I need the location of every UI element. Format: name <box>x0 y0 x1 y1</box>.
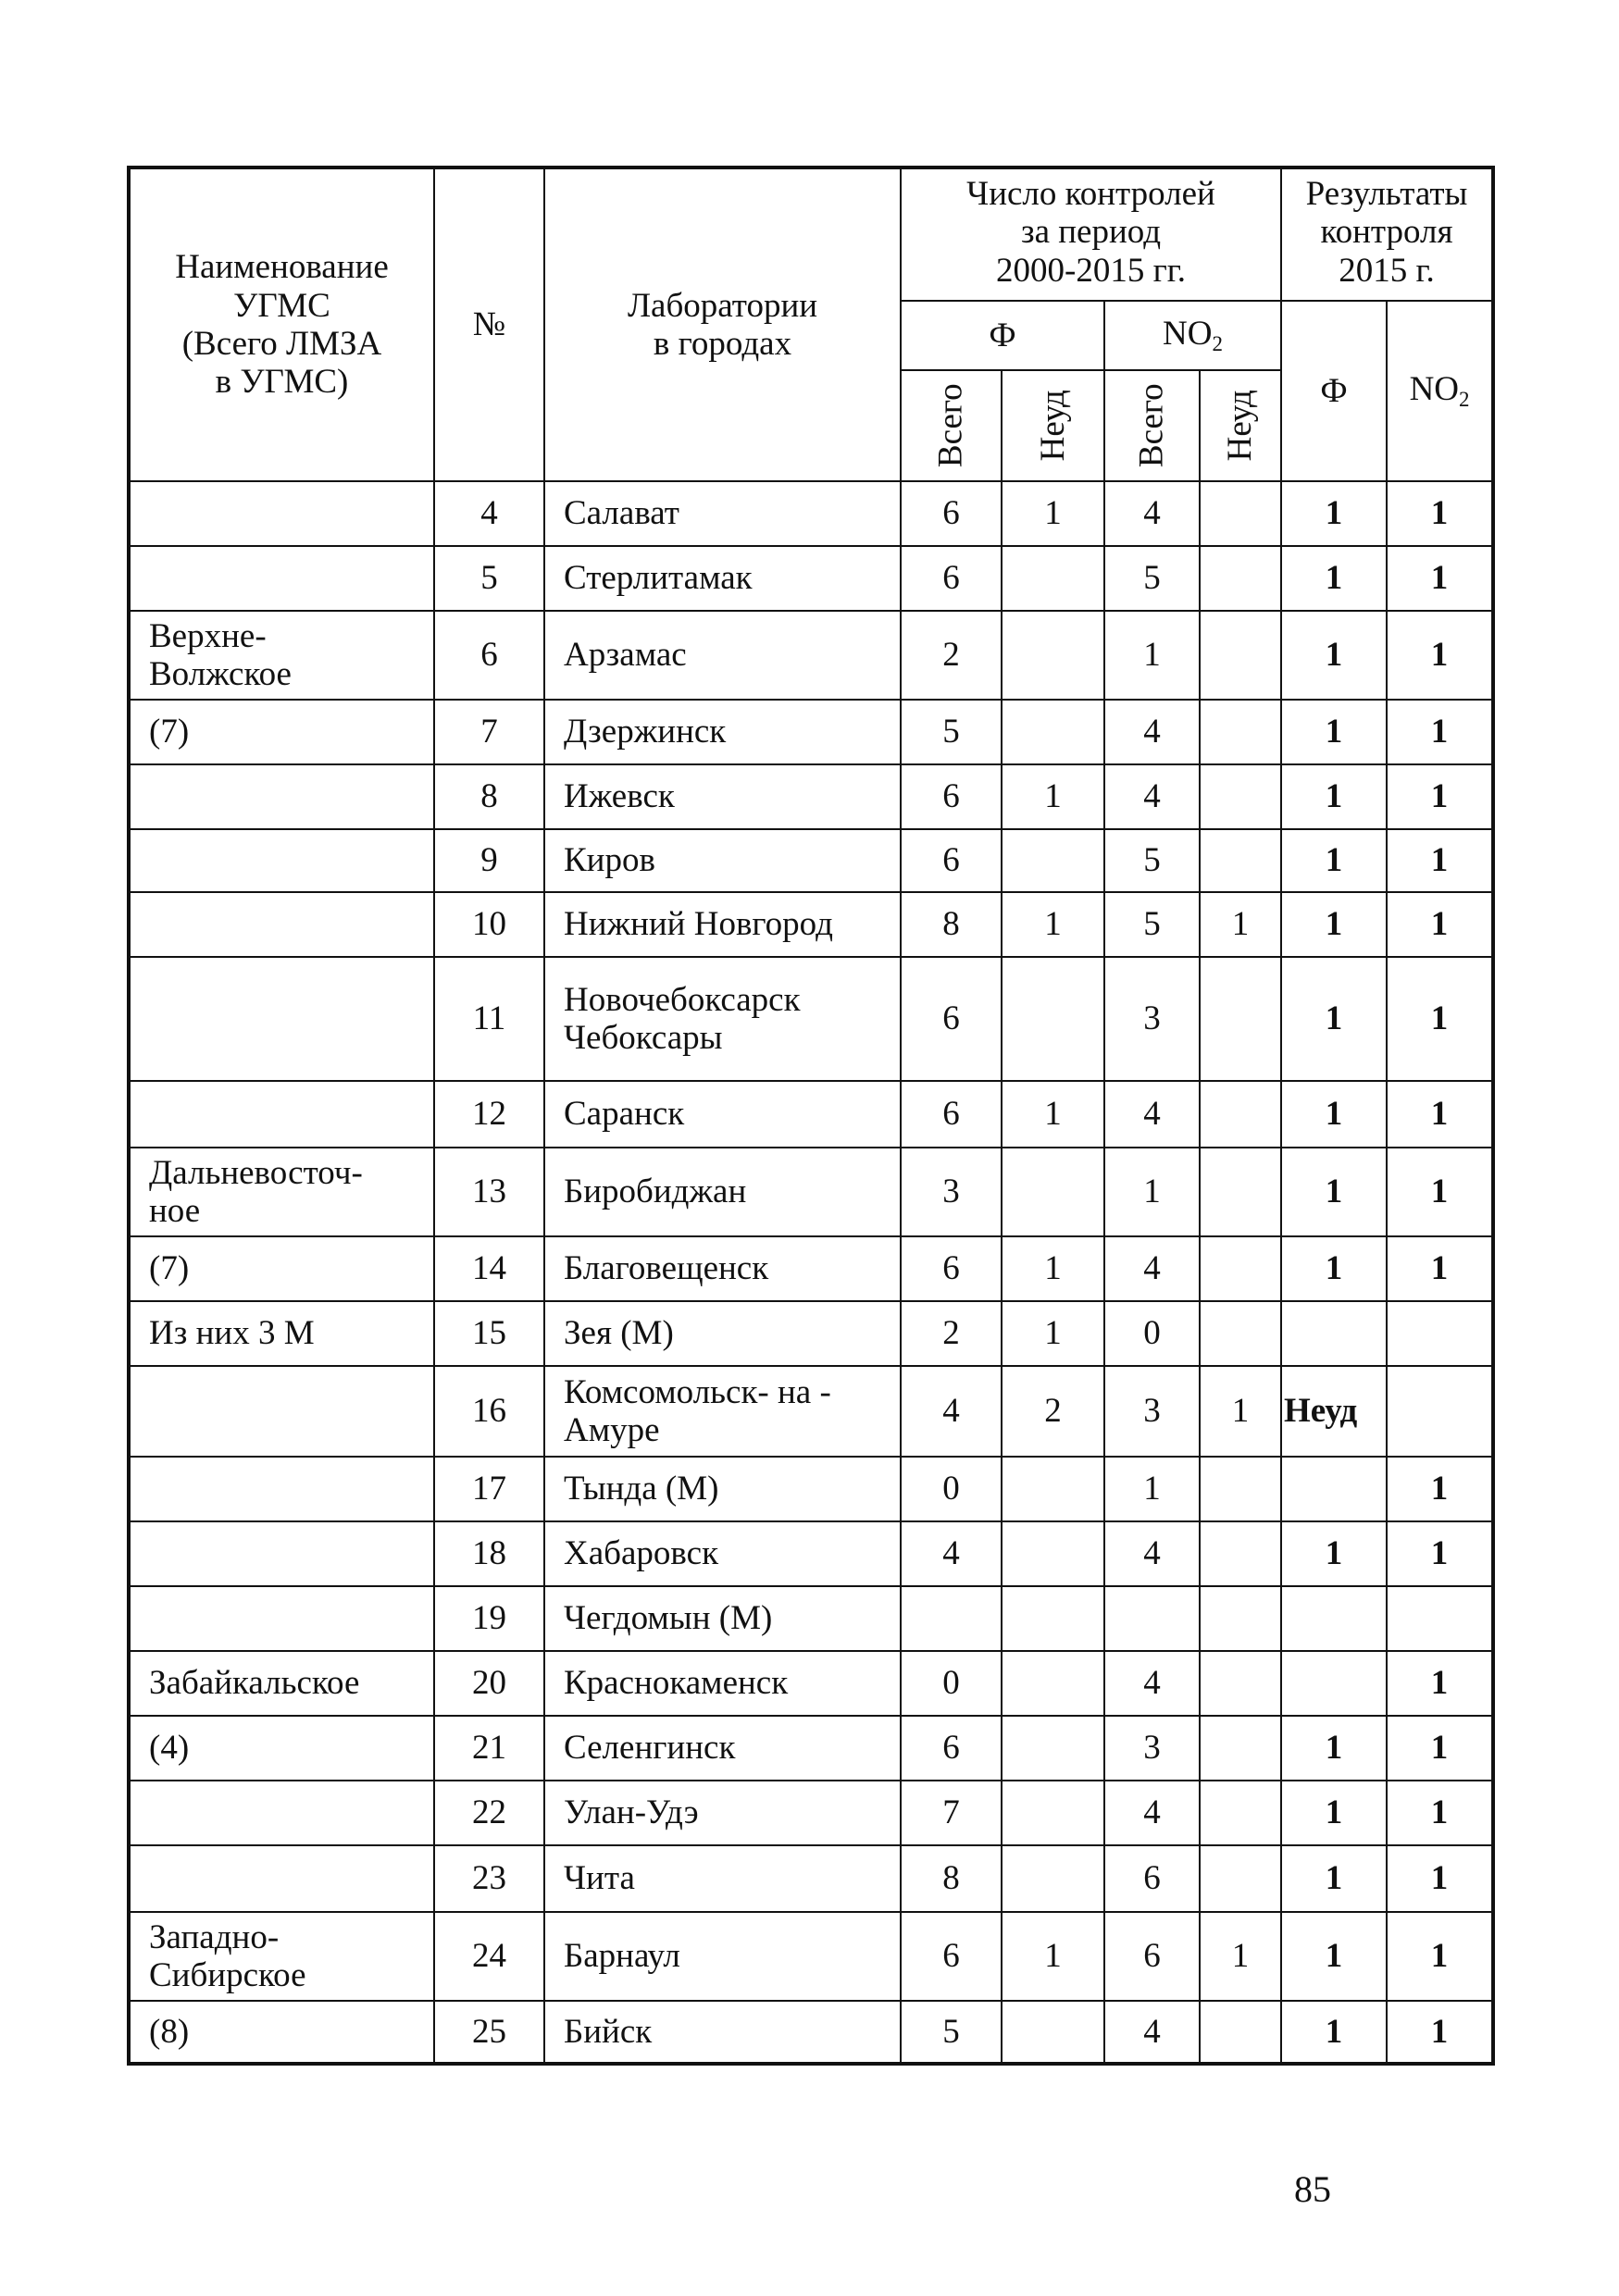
cell-no2-neud: 1 <box>1200 892 1281 957</box>
cell-no2-total: 4 <box>1104 1236 1200 1301</box>
cell-no2-total: 3 <box>1104 1366 1200 1457</box>
cell-number: 22 <box>434 1781 544 1845</box>
header-phi-total <box>901 370 1002 481</box>
cell-result-phi <box>1281 1651 1387 1716</box>
cell-ugms: Западно- Сибирское <box>129 1912 434 2001</box>
cell-phi-neud <box>1002 1716 1104 1781</box>
cell-result-phi: 1 <box>1281 481 1387 546</box>
cell-phi-neud <box>1002 1586 1104 1651</box>
cell-result-no2 <box>1387 1366 1493 1457</box>
cell-no2-total: 4 <box>1104 700 1200 764</box>
cell-ugms <box>129 1081 434 1148</box>
cell-no2-total: 5 <box>1104 546 1200 611</box>
cell-phi-total: 6 <box>901 1912 1002 2001</box>
cell-result-phi: 1 <box>1281 1716 1387 1781</box>
table-header <box>129 168 1493 481</box>
table-row <box>129 1912 1493 2001</box>
cell-phi-neud <box>1002 1781 1104 1845</box>
table-row <box>129 1521 1493 1586</box>
cell-number: 14 <box>434 1236 544 1301</box>
cell-no2-total: 5 <box>1104 829 1200 892</box>
cell-number: 23 <box>434 1845 544 1912</box>
table-row <box>129 1236 1493 1301</box>
cell-phi-total: 6 <box>901 481 1002 546</box>
cell-number: 13 <box>434 1148 544 1236</box>
cell-ugms <box>129 1586 434 1651</box>
table-row <box>129 700 1493 764</box>
cell-no2-neud: 1 <box>1200 1366 1281 1457</box>
cell-number: 11 <box>434 957 544 1081</box>
no2-subscript: 2 <box>1459 388 1470 412</box>
table-row <box>129 2001 1493 2064</box>
cell-phi-total: 5 <box>901 2001 1002 2064</box>
cell-phi-neud <box>1002 700 1104 764</box>
cell-result-phi: 1 <box>1281 546 1387 611</box>
cell-no2-total: 5 <box>1104 892 1200 957</box>
table-row <box>129 1651 1493 1716</box>
cell-result-phi: 1 <box>1281 700 1387 764</box>
cell-no2-neud <box>1200 1586 1281 1651</box>
cell-no2-neud <box>1200 957 1281 1081</box>
table-row <box>129 892 1493 957</box>
cell-result-no2: 1 <box>1387 1912 1493 2001</box>
header-result-phi: Ф <box>1281 301 1387 481</box>
cell-phi-neud <box>1002 829 1104 892</box>
cell-lab-city: Дзержинск <box>544 700 901 764</box>
cell-result-phi <box>1281 1586 1387 1651</box>
cell-result-no2: 1 <box>1387 1148 1493 1236</box>
cell-number: 6 <box>434 611 544 700</box>
cell-phi-total: 8 <box>901 892 1002 957</box>
cell-result-no2: 1 <box>1387 1716 1493 1781</box>
cell-result-phi <box>1281 1457 1387 1521</box>
cell-lab-city: Саранск <box>544 1081 901 1148</box>
cell-lab-city: Стерлитамак <box>544 546 901 611</box>
header-number: № <box>434 168 544 481</box>
cell-no2-neud: 1 <box>1200 1912 1281 2001</box>
table-row <box>129 1457 1493 1521</box>
cell-result-phi: 1 <box>1281 1081 1387 1148</box>
cell-ugms <box>129 546 434 611</box>
cell-phi-total: 6 <box>901 1716 1002 1781</box>
cell-ugms: Забайкальское <box>129 1651 434 1716</box>
cell-phi-total: 4 <box>901 1366 1002 1457</box>
cell-ugms <box>129 1366 434 1457</box>
cell-number: 24 <box>434 1912 544 2001</box>
cell-lab-city: Салават <box>544 481 901 546</box>
cell-result-no2: 1 <box>1387 1781 1493 1845</box>
vertical-label: Неуд <box>1033 390 1072 462</box>
cell-result-no2: 1 <box>1387 700 1493 764</box>
header-controls-count: Число контролей за период 2000-2015 гг. <box>901 168 1281 301</box>
cell-lab-city: Хабаровск <box>544 1521 901 1586</box>
cell-lab-city: Селенгинск <box>544 1716 901 1781</box>
cell-no2-total: 4 <box>1104 1521 1200 1586</box>
cell-phi-neud <box>1002 611 1104 700</box>
vertical-label: Всего <box>1132 383 1171 468</box>
cell-no2-total: 4 <box>1104 1651 1200 1716</box>
cell-result-phi: 1 <box>1281 892 1387 957</box>
cell-phi-total: 3 <box>901 1148 1002 1236</box>
cell-result-phi: 1 <box>1281 1845 1387 1912</box>
cell-no2-neud <box>1200 1236 1281 1301</box>
cell-no2-neud <box>1200 1521 1281 1586</box>
cell-no2-neud <box>1200 1716 1281 1781</box>
table-row <box>129 1301 1493 1366</box>
cell-lab-city: Барнаул <box>544 1912 901 2001</box>
header-ugms: Наименование УГМС (Всего ЛМЗА в УГМС) <box>129 168 434 481</box>
cell-phi-total: 4 <box>901 1521 1002 1586</box>
cell-phi-neud <box>1002 957 1104 1081</box>
cell-no2-total: 1 <box>1104 1457 1200 1521</box>
cell-phi-total: 6 <box>901 764 1002 829</box>
cell-result-no2: 1 <box>1387 1651 1493 1716</box>
cell-number: 10 <box>434 892 544 957</box>
cell-no2-neud <box>1200 2001 1281 2064</box>
cell-result-no2 <box>1387 1301 1493 1366</box>
table-row <box>129 764 1493 829</box>
cell-phi-neud: 1 <box>1002 764 1104 829</box>
cell-number: 12 <box>434 1081 544 1148</box>
cell-number: 9 <box>434 829 544 892</box>
cell-phi-neud <box>1002 546 1104 611</box>
table-row <box>129 829 1493 892</box>
cell-lab-city: Арзамас <box>544 611 901 700</box>
table-row <box>129 957 1493 1081</box>
cell-no2-neud <box>1200 1845 1281 1912</box>
header-result-no2 <box>1387 301 1493 481</box>
cell-phi-neud <box>1002 1148 1104 1236</box>
cell-no2-neud <box>1200 1148 1281 1236</box>
cell-phi-total: 6 <box>901 1236 1002 1301</box>
cell-number: 18 <box>434 1521 544 1586</box>
cell-number: 21 <box>434 1716 544 1781</box>
cell-lab-city: Улан-Удэ <box>544 1781 901 1845</box>
cell-no2-total: 0 <box>1104 1301 1200 1366</box>
cell-result-phi <box>1281 1301 1387 1366</box>
cell-number: 15 <box>434 1301 544 1366</box>
cell-phi-neud: 1 <box>1002 1912 1104 2001</box>
cell-phi-total: 6 <box>901 957 1002 1081</box>
cell-no2-neud <box>1200 546 1281 611</box>
cell-no2-total: 4 <box>1104 481 1200 546</box>
cell-no2-neud <box>1200 764 1281 829</box>
table-row <box>129 1586 1493 1651</box>
cell-result-phi: 1 <box>1281 829 1387 892</box>
cell-lab-city: Чита <box>544 1845 901 1912</box>
cell-phi-neud <box>1002 1457 1104 1521</box>
cell-phi-neud: 1 <box>1002 1301 1104 1366</box>
cell-phi-total: 0 <box>901 1457 1002 1521</box>
header-labs: Лаборатории в городах <box>544 168 901 481</box>
cell-phi-neud: 1 <box>1002 481 1104 546</box>
cell-number: 8 <box>434 764 544 829</box>
table-row <box>129 481 1493 546</box>
cell-lab-city: Тында (М) <box>544 1457 901 1521</box>
cell-result-phi: 1 <box>1281 764 1387 829</box>
cell-no2-neud <box>1200 1457 1281 1521</box>
labs-control-table <box>127 166 1495 2066</box>
cell-number: 5 <box>434 546 544 611</box>
cell-result-no2: 1 <box>1387 1521 1493 1586</box>
cell-number: 25 <box>434 2001 544 2064</box>
table-row <box>129 546 1493 611</box>
cell-no2-total: 4 <box>1104 2001 1200 2064</box>
cell-phi-neud <box>1002 1845 1104 1912</box>
cell-phi-total: 5 <box>901 700 1002 764</box>
cell-no2-total: 3 <box>1104 957 1200 1081</box>
cell-ugms: (7) <box>129 1236 434 1301</box>
cell-no2-total: 4 <box>1104 764 1200 829</box>
cell-ugms: Дальневосточ- ное <box>129 1148 434 1236</box>
header-no2 <box>1104 301 1281 370</box>
cell-result-no2: 1 <box>1387 764 1493 829</box>
cell-lab-city: Чегдомын (М) <box>544 1586 901 1651</box>
cell-no2-total: 1 <box>1104 1148 1200 1236</box>
cell-no2-total: 4 <box>1104 1781 1200 1845</box>
cell-number: 7 <box>434 700 544 764</box>
cell-phi-total: 2 <box>901 611 1002 700</box>
cell-phi-total: 0 <box>901 1651 1002 1716</box>
cell-phi-neud <box>1002 1651 1104 1716</box>
cell-phi-total: 8 <box>901 1845 1002 1912</box>
cell-lab-city: Зея (М) <box>544 1301 901 1366</box>
cell-ugms <box>129 892 434 957</box>
cell-result-no2: 1 <box>1387 1081 1493 1148</box>
cell-ugms <box>129 481 434 546</box>
cell-result-no2: 1 <box>1387 2001 1493 2064</box>
cell-lab-city: Бийск <box>544 2001 901 2064</box>
cell-ugms: (4) <box>129 1716 434 1781</box>
no2-base: NO <box>1163 315 1213 354</box>
table-row <box>129 611 1493 700</box>
cell-phi-total: 6 <box>901 1081 1002 1148</box>
table-row <box>129 1081 1493 1148</box>
header-phi-neud <box>1002 370 1104 481</box>
cell-lab-city: Новочебоксарск Чебоксары <box>544 957 901 1081</box>
cell-ugms <box>129 764 434 829</box>
cell-number: 19 <box>434 1586 544 1651</box>
cell-number: 16 <box>434 1366 544 1457</box>
cell-phi-neud <box>1002 2001 1104 2064</box>
cell-no2-neud <box>1200 829 1281 892</box>
cell-result-phi: 1 <box>1281 1912 1387 2001</box>
table-row <box>129 1716 1493 1781</box>
table-row <box>129 1148 1493 1236</box>
cell-phi-total: 6 <box>901 829 1002 892</box>
cell-no2-total: 1 <box>1104 611 1200 700</box>
cell-result-no2: 1 <box>1387 1236 1493 1301</box>
cell-result-phi: 1 <box>1281 957 1387 1081</box>
cell-ugms <box>129 957 434 1081</box>
cell-result-phi: 1 <box>1281 1236 1387 1301</box>
cell-lab-city: Нижний Новгород <box>544 892 901 957</box>
cell-result-no2: 1 <box>1387 611 1493 700</box>
cell-phi-total: 2 <box>901 1301 1002 1366</box>
cell-result-no2: 1 <box>1387 829 1493 892</box>
table-body <box>129 481 1493 2064</box>
cell-result-no2: 1 <box>1387 957 1493 1081</box>
cell-no2-neud <box>1200 1301 1281 1366</box>
cell-ugms <box>129 1521 434 1586</box>
cell-result-no2: 1 <box>1387 546 1493 611</box>
cell-result-no2: 1 <box>1387 481 1493 546</box>
cell-phi-neud: 1 <box>1002 892 1104 957</box>
cell-result-phi: 1 <box>1281 1521 1387 1586</box>
cell-lab-city: Комсомольск- на - Амуре <box>544 1366 901 1457</box>
header-phi: Ф <box>901 301 1104 370</box>
cell-result-phi: 1 <box>1281 1781 1387 1845</box>
cell-ugms <box>129 1457 434 1521</box>
cell-phi-neud: 1 <box>1002 1236 1104 1301</box>
cell-phi-total: 6 <box>901 546 1002 611</box>
cell-ugms: (8) <box>129 2001 434 2064</box>
cell-number: 4 <box>434 481 544 546</box>
cell-no2-total <box>1104 1586 1200 1651</box>
cell-result-no2: 1 <box>1387 892 1493 957</box>
cell-ugms: Верхне- Волжское <box>129 611 434 700</box>
cell-result-no2: 1 <box>1387 1457 1493 1521</box>
cell-no2-neud <box>1200 700 1281 764</box>
cell-phi-neud: 1 <box>1002 1081 1104 1148</box>
cell-no2-total: 3 <box>1104 1716 1200 1781</box>
cell-number: 17 <box>434 1457 544 1521</box>
cell-result-phi: 1 <box>1281 2001 1387 2064</box>
no2-subscript: 2 <box>1212 332 1223 356</box>
header-no2-neud <box>1200 370 1281 481</box>
no2-base: NO <box>1409 370 1460 409</box>
cell-ugms <box>129 1845 434 1912</box>
table-row <box>129 1781 1493 1845</box>
vertical-label: Всего <box>931 383 970 468</box>
cell-ugms: (7) <box>129 700 434 764</box>
cell-phi-neud <box>1002 1521 1104 1586</box>
cell-result-phi: 1 <box>1281 1148 1387 1236</box>
cell-ugms <box>129 1781 434 1845</box>
cell-no2-neud <box>1200 481 1281 546</box>
cell-result-phi: 1 <box>1281 611 1387 700</box>
vertical-label: Неуд <box>1221 390 1260 462</box>
cell-no2-total: 4 <box>1104 1081 1200 1148</box>
header-control-results: Результаты контроля 2015 г. <box>1281 168 1493 301</box>
cell-result-no2: 1 <box>1387 1845 1493 1912</box>
cell-no2-total: 6 <box>1104 1845 1200 1912</box>
table-row <box>129 1366 1493 1457</box>
cell-result-phi: Неуд <box>1281 1366 1387 1457</box>
cell-result-no2 <box>1387 1586 1493 1651</box>
cell-no2-neud <box>1200 611 1281 700</box>
table-row <box>129 1845 1493 1912</box>
cell-lab-city: Биробиджан <box>544 1148 901 1236</box>
cell-no2-total: 6 <box>1104 1912 1200 2001</box>
cell-lab-city: Краснокаменск <box>544 1651 901 1716</box>
cell-lab-city: Благовещенск <box>544 1236 901 1301</box>
cell-no2-neud <box>1200 1651 1281 1716</box>
cell-phi-total <box>901 1586 1002 1651</box>
cell-lab-city: Киров <box>544 829 901 892</box>
cell-no2-neud <box>1200 1081 1281 1148</box>
cell-number: 20 <box>434 1651 544 1716</box>
cell-no2-neud <box>1200 1781 1281 1845</box>
cell-phi-total: 7 <box>901 1781 1002 1845</box>
cell-ugms: Из них 3 М <box>129 1301 434 1366</box>
header-no2-total <box>1104 370 1200 481</box>
cell-lab-city: Ижевск <box>544 764 901 829</box>
page-number: 85 <box>1294 2168 1331 2210</box>
cell-ugms <box>129 829 434 892</box>
cell-phi-neud: 2 <box>1002 1366 1104 1457</box>
